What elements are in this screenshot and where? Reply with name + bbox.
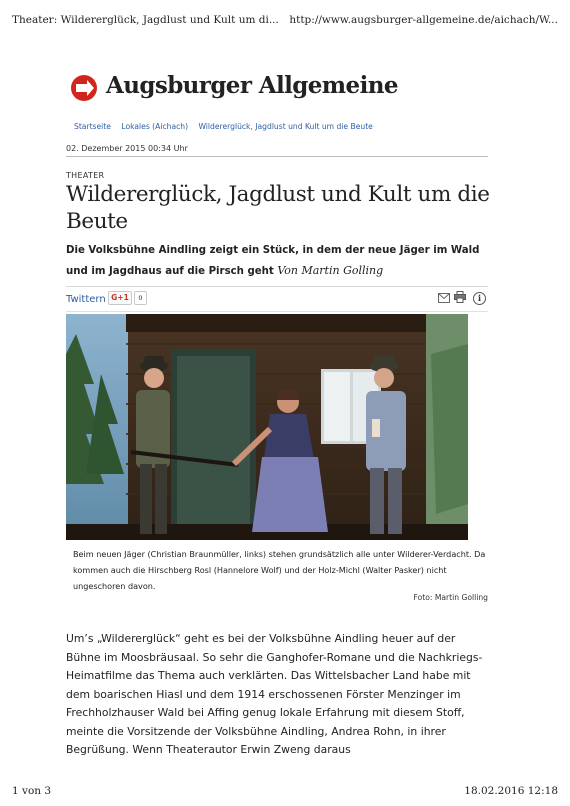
breadcrumb bbox=[74, 122, 381, 131]
article-body: Um’s „Wildererglück“ geht es bei der Volksbühne Aindling heuer auf der Bühne im Moosbräusaal. So sehr die Ganghofer-Romane und die Nachkriegs-Heimatfilme das Thema auch verklärten. Das Wittelsbacher Land habe mit dem boarischen Hiasl und dem 1914 erschossenen Förster Menzinger im Frechholzhauser Wald bei Affing genug lokale Erfahrung mit diesem Stoff, meinte die Vorsitzende der Volksbühne Aindling, Andrea Rohn, in ihrer Begrüßung. Wenn Theaterautor Erwin Zweng daraus bbox=[66, 632, 483, 756]
twitter-share-link[interactable]: Twittern bbox=[66, 294, 106, 305]
breadcrumb-home-link[interactable]: Startseite bbox=[74, 122, 111, 131]
print-page-url: http://www.augsburger-allgemeine.de/aichach/W... bbox=[289, 14, 558, 26]
logo-text: Augsburger Allgemeine bbox=[106, 72, 398, 99]
article-photo bbox=[66, 314, 468, 540]
gplus-count: 0 bbox=[134, 291, 147, 305]
article-kicker: THEATER bbox=[66, 171, 105, 180]
print-header bbox=[12, 14, 558, 30]
print-footer bbox=[12, 785, 558, 799]
print-icon[interactable] bbox=[454, 291, 466, 303]
print-page-number: 1 von 3 bbox=[12, 785, 52, 797]
article-author: Von Martin Golling bbox=[277, 263, 384, 277]
stage-scene-photo bbox=[66, 314, 468, 540]
divider bbox=[66, 311, 488, 312]
breadcrumb-section-link[interactable]: Lokales (Aichach) bbox=[121, 122, 189, 131]
mail-icon[interactable] bbox=[438, 293, 450, 303]
breadcrumb-article-link[interactable]: Wildererglück, Jagdlust und Kult um die Beute bbox=[198, 122, 373, 131]
article-headline: Wildererglück, Jagdlust und Kult um die Beute bbox=[66, 182, 490, 234]
article-subheadline bbox=[66, 241, 494, 281]
divider bbox=[66, 286, 488, 287]
photo-credit: Foto: Martin Golling bbox=[413, 593, 488, 602]
photo-caption: Beim neuen Jäger (Christian Braunmüller, links) stehen grundsätzlich alle unter Wilderer-Verdacht. Da kommen auch die Hirschberg Rosl (Hannelore Wolf) und der Holz-Michl (Walter Pasker) nicht ungeschoren davon. bbox=[73, 549, 486, 591]
logo-icon bbox=[70, 74, 98, 102]
subheadline-text: Die Volksbühne Aindling zeigt ein Stück, in dem der neue Jäger im Wald und im Jagdhaus auf die Pirsch geht bbox=[66, 245, 480, 277]
article-date: 02. Dezember 2015 00:34 Uhr bbox=[66, 144, 188, 153]
divider bbox=[66, 156, 488, 157]
social-bar bbox=[66, 290, 488, 310]
gplus-button[interactable]: G+1 bbox=[108, 291, 132, 305]
print-page-title: Theater: Wildererglück, Jagdlust und Kult um di... bbox=[12, 14, 279, 26]
print-date: 18.02.2016 12:18 bbox=[464, 785, 558, 797]
info-icon[interactable]: i bbox=[473, 292, 486, 305]
